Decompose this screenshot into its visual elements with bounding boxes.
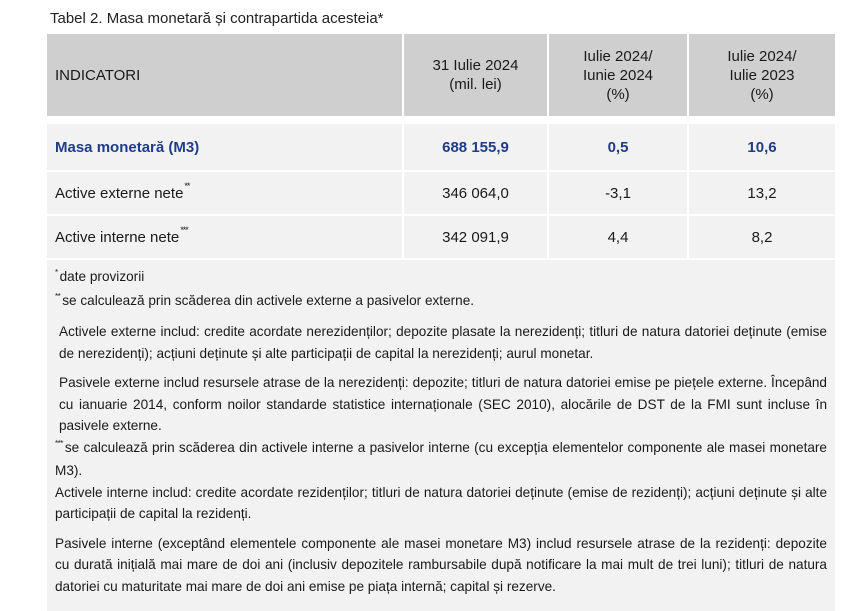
table-row bbox=[47, 172, 835, 216]
row-label bbox=[47, 216, 404, 258]
row-yoy: 13,2 bbox=[689, 172, 835, 214]
header-col4-line2: Iulie 2023 bbox=[729, 66, 795, 84]
header-col3-line3: (%) bbox=[606, 85, 630, 103]
note-external-assets: Activele externe includ: credite acordate nerezidenților; depozite plasate la nerezidenți; titluri de natura datoriei deținute (emise de nerezidenți); acțiuni deținute și alte participații de capital la nerezidenți; aurul monetar. bbox=[59, 324, 827, 361]
header-indicators: INDICATORI bbox=[47, 34, 404, 116]
table-row bbox=[47, 216, 835, 260]
note-external-net bbox=[55, 290, 827, 314]
header-value-col bbox=[404, 34, 549, 116]
row-label bbox=[47, 124, 404, 170]
row-mom: -3,1 bbox=[549, 172, 689, 214]
note-marker: ** bbox=[55, 291, 61, 301]
note-text: se calculează prin scăderea din activele externe a pasivelor externe. bbox=[62, 292, 475, 308]
table-caption: Tabel 2. Masa monetară și contrapartida acesteia* bbox=[50, 10, 384, 27]
header-col4-line3: (%) bbox=[750, 85, 774, 103]
row-footnote-marker: ** bbox=[184, 181, 190, 191]
note-text: date provizorii bbox=[59, 269, 145, 284]
row-yoy: 10,6 bbox=[689, 124, 835, 170]
table-notes bbox=[47, 260, 835, 611]
note-external-liabilities: Pasivele externe includ resursele atrase de la nerezidenți: depozite; titluri de natura datoriei emise pe piețele externe. Începând cu ianuarie 2014, conform noilor standarde statistice internaționale (SEC 2010), alocările de DST de la FMI sunt incluse în pasivele externe. bbox=[59, 375, 827, 433]
row-mom: 0,5 bbox=[549, 124, 689, 170]
row-label-text: Masa monetară (M3) bbox=[55, 138, 200, 156]
header-col4-line1: Iulie 2024/ bbox=[727, 47, 797, 65]
header-col3-line1: Iulie 2024/ bbox=[583, 47, 653, 65]
note-marker: *** bbox=[55, 438, 63, 448]
table-row bbox=[47, 124, 835, 172]
row-value: 346 064,0 bbox=[404, 172, 549, 214]
row-footnote-marker: *** bbox=[180, 225, 188, 235]
row-label-text: Active externe nete bbox=[55, 184, 184, 202]
note-internal-net bbox=[55, 437, 827, 482]
row-value: 688 155,9 bbox=[404, 124, 549, 170]
header-col2-line2: (mil. lei) bbox=[449, 76, 502, 93]
row-label-text: Active interne nete bbox=[55, 228, 180, 246]
note-internal-assets: Activele interne includ: credite acordate rezidenților; titluri de natura datoriei deținute (emise de rezidenți); acțiuni deținute și alte participații de capital la rezidenți. bbox=[55, 484, 827, 521]
row-yoy: 8,2 bbox=[689, 216, 835, 258]
row-label bbox=[47, 172, 404, 214]
note-provisional bbox=[55, 266, 827, 290]
row-value: 342 091,9 bbox=[404, 216, 549, 258]
note-text: se calculează prin scăderea din activele interne a pasivelor interne (cu excepția elementelor componente ale masei monetare M3). bbox=[55, 439, 827, 478]
header-col3-line2: Iunie 2024 bbox=[582, 66, 654, 84]
header-mom-col bbox=[549, 34, 689, 116]
note-marker: * bbox=[55, 268, 58, 277]
header-col2-line1: 31 Iulie 2024 bbox=[432, 57, 519, 74]
money-supply-table bbox=[47, 34, 835, 611]
note-internal-liabilities: Pasivele interne (exceptând elementele componente ale masei monetare M3) includ resursele atrase de la rezidenți: depozite cu durată inițială mai mare de doi ani (inclusiv depozitele rambursabile după notificare la mai mult de trei luni); titluri de natura datoriei cu maturitate mai mare de doi ani emise pe piața internă; capital și rezerve. bbox=[55, 535, 827, 594]
row-mom: 4,4 bbox=[549, 216, 689, 258]
header-yoy-col bbox=[689, 34, 835, 116]
table-header-row bbox=[47, 34, 835, 118]
